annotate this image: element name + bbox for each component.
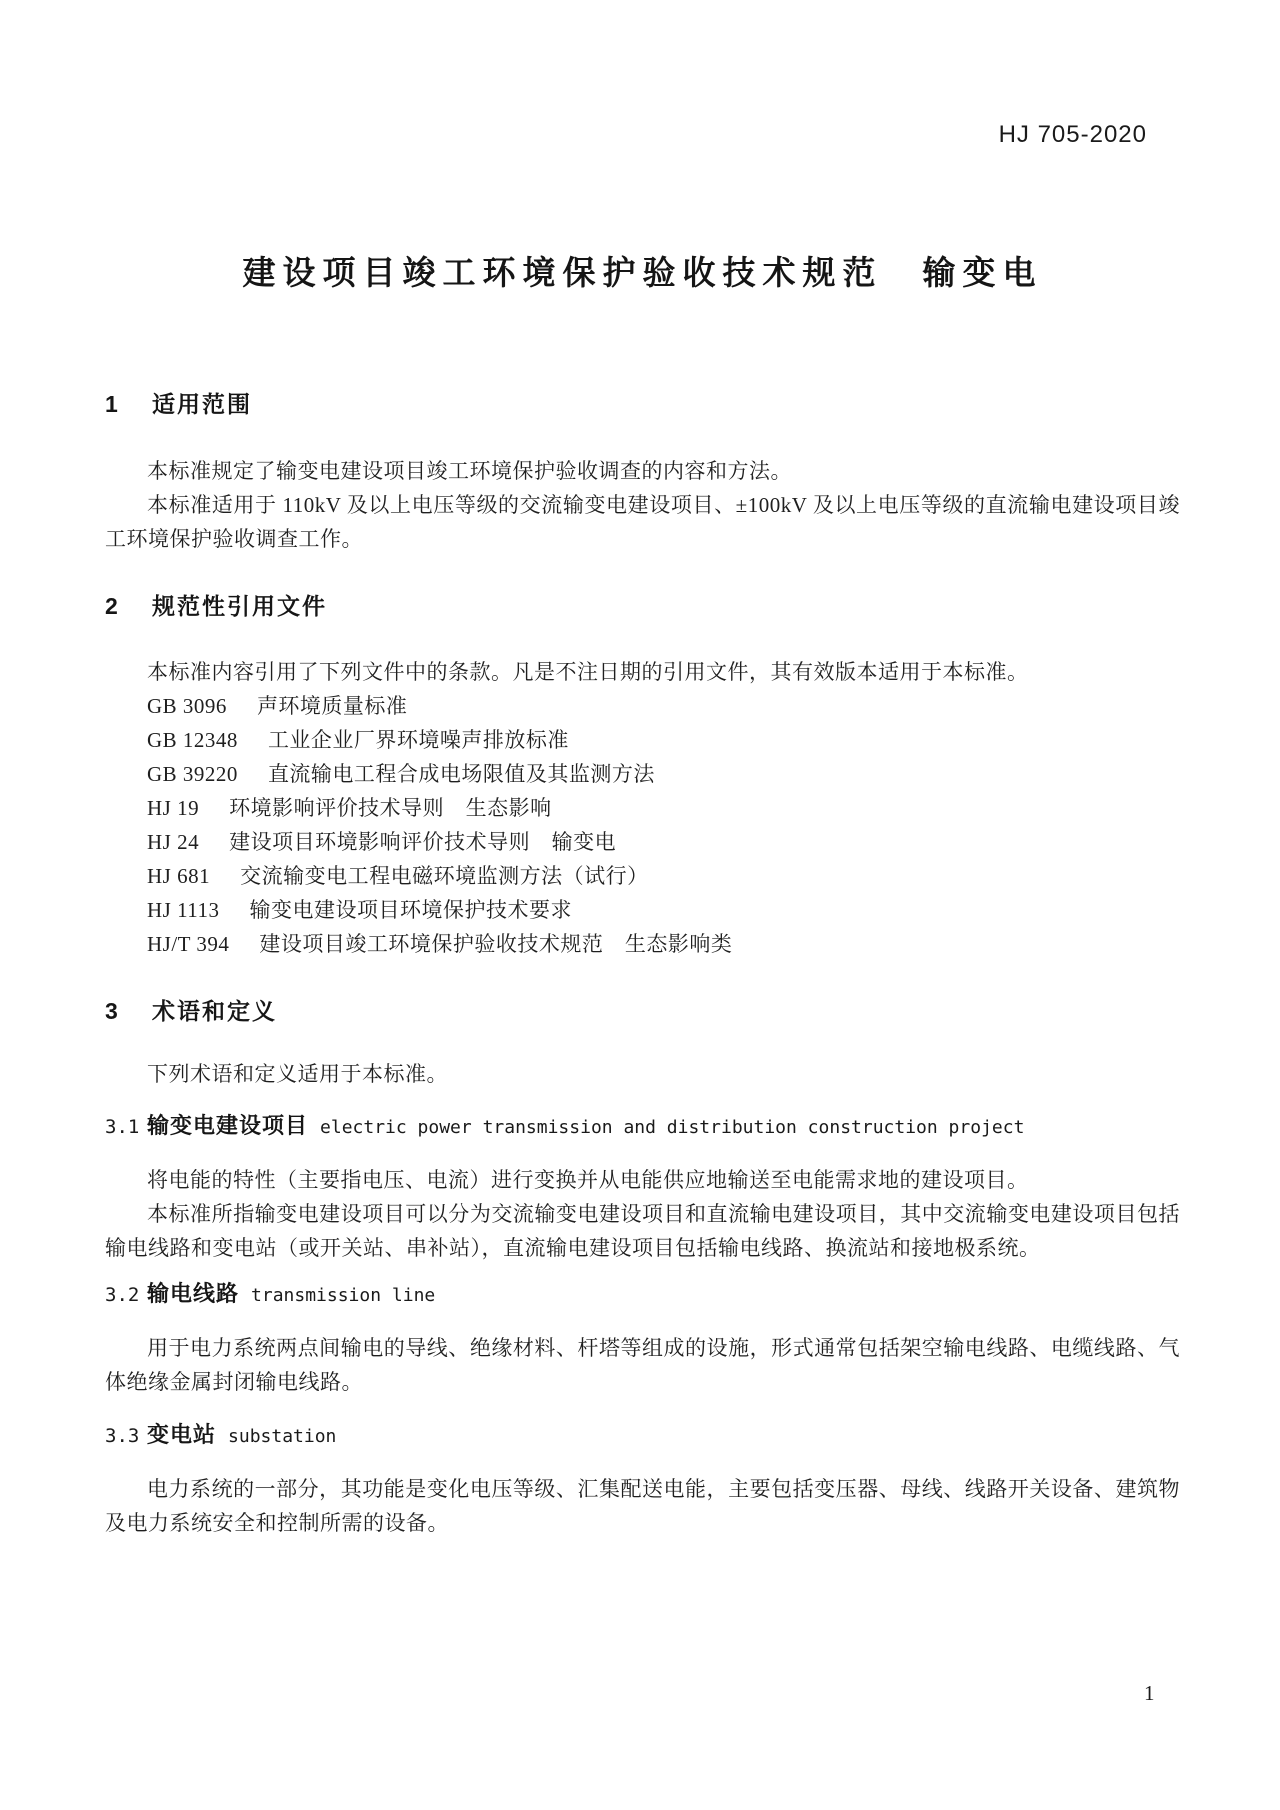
reference-item (105, 927, 1180, 961)
term-3-1-heading (105, 1111, 1180, 1143)
reference-item (105, 689, 1180, 723)
page-number: 1 (1144, 1681, 1155, 1705)
section-title: 规范性引用文件 (152, 593, 327, 619)
section-2-heading (105, 591, 1180, 621)
reference-code: GB 12348 (147, 728, 238, 752)
section-1-heading (105, 389, 1180, 419)
reference-title: 交流输变电工程电磁环境监测方法（试行） (240, 864, 649, 888)
reference-title: 输变电建设项目环境保护技术要求 (249, 898, 573, 922)
paragraph: 本标准适用于 110kV 及以上电压等级的交流输变电建设项目、±100kV 及以上电压等级的直流输电建设项目竣工环境保护验收调查工作。 (105, 493, 1180, 551)
term-title-zh: 变电站 (147, 1422, 217, 1447)
reference-title: 直流输电工程合成电场限值及其监测方法 (267, 762, 655, 786)
paragraph: 下列术语和定义适用于本标准。 (147, 1062, 448, 1086)
term-number: 3.1 (105, 1116, 140, 1138)
section-title: 术语和定义 (152, 998, 277, 1024)
reference-item (105, 757, 1180, 791)
reference-title: 建设项目竣工环境保护验收技术规范 生态影响类 (259, 932, 733, 956)
reference-item (105, 893, 1180, 927)
term-3-3-heading (105, 1420, 1180, 1452)
term-title-en: electric power transmission and distribution construction project (320, 1117, 1025, 1138)
references-list (105, 689, 1180, 961)
reference-code: HJ/T 394 (147, 932, 230, 956)
reference-item (105, 825, 1180, 859)
doc-title: 建设项目竣工环境保护验收技术规范 输变电 (242, 254, 1043, 291)
reference-code: HJ 24 (147, 830, 200, 854)
term-title-en: transmission line (251, 1285, 436, 1306)
term-number: 3.3 (105, 1425, 140, 1447)
reference-title: 建设项目环境影响评价技术导则 输变电 (229, 830, 617, 854)
term-3-2-heading (105, 1279, 1180, 1311)
reference-title: 工业企业厂界环境噪声排放标准 (267, 728, 569, 752)
reference-code: HJ 1113 (147, 898, 220, 922)
section-title: 适用范围 (152, 391, 252, 417)
reference-code: HJ 681 (147, 864, 211, 888)
paragraph: 将电能的特性（主要指电压、电流）进行变换并从电能供应地输送至电能需求地的建设项目。 (147, 1168, 1029, 1192)
paragraph: 用于电力系统两点间输电的导线、绝缘材料、杆塔等组成的设施，形式通常包括架空输电线路、电缆线路、气体绝缘金属封闭输电线路。 (105, 1336, 1180, 1394)
section-number: 3 (105, 998, 118, 1024)
reference-item (105, 791, 1180, 825)
reference-item (105, 859, 1180, 893)
document-header (105, 0, 1180, 148)
section-3-heading (105, 996, 1180, 1026)
term-title-en: substation (228, 1426, 337, 1447)
doc-number: HJ 705-2020 (998, 121, 1147, 148)
reference-code: GB 39220 (147, 762, 238, 786)
term-title-zh: 输变电建设项目 (147, 1113, 309, 1138)
paragraph: 本标准规定了输变电建设项目竣工环境保护验收调查的内容和方法。 (147, 459, 792, 483)
reference-item (105, 723, 1180, 757)
term-number: 3.2 (105, 1284, 140, 1306)
section-number: 2 (105, 593, 118, 619)
term-title-zh: 输电线路 (147, 1281, 240, 1306)
paragraph: 本标准内容引用了下列文件中的条款。凡是不注日期的引用文件，其有效版本适用于本标准。 (147, 660, 1029, 684)
reference-title: 声环境质量标准 (256, 694, 408, 718)
reference-title: 环境影响评价技术导则 生态影响 (229, 796, 552, 820)
reference-code: GB 3096 (147, 694, 227, 718)
paragraph: 电力系统的一部分，其功能是变化电压等级、汇集配送电能，主要包括变压器、母线、线路开关设备、建筑物及电力系统安全和控制所需的设备。 (105, 1477, 1180, 1535)
reference-code: HJ 19 (147, 796, 200, 820)
section-number: 1 (105, 391, 118, 417)
paragraph: 本标准所指输变电建设项目可以分为交流输变电建设项目和直流输电建设项目，其中交流输变电建设项目包括输电线路和变电站（或开关站、串补站），直流输电建设项目包括输电线路、换流站和接地极系统。 (105, 1202, 1180, 1260)
